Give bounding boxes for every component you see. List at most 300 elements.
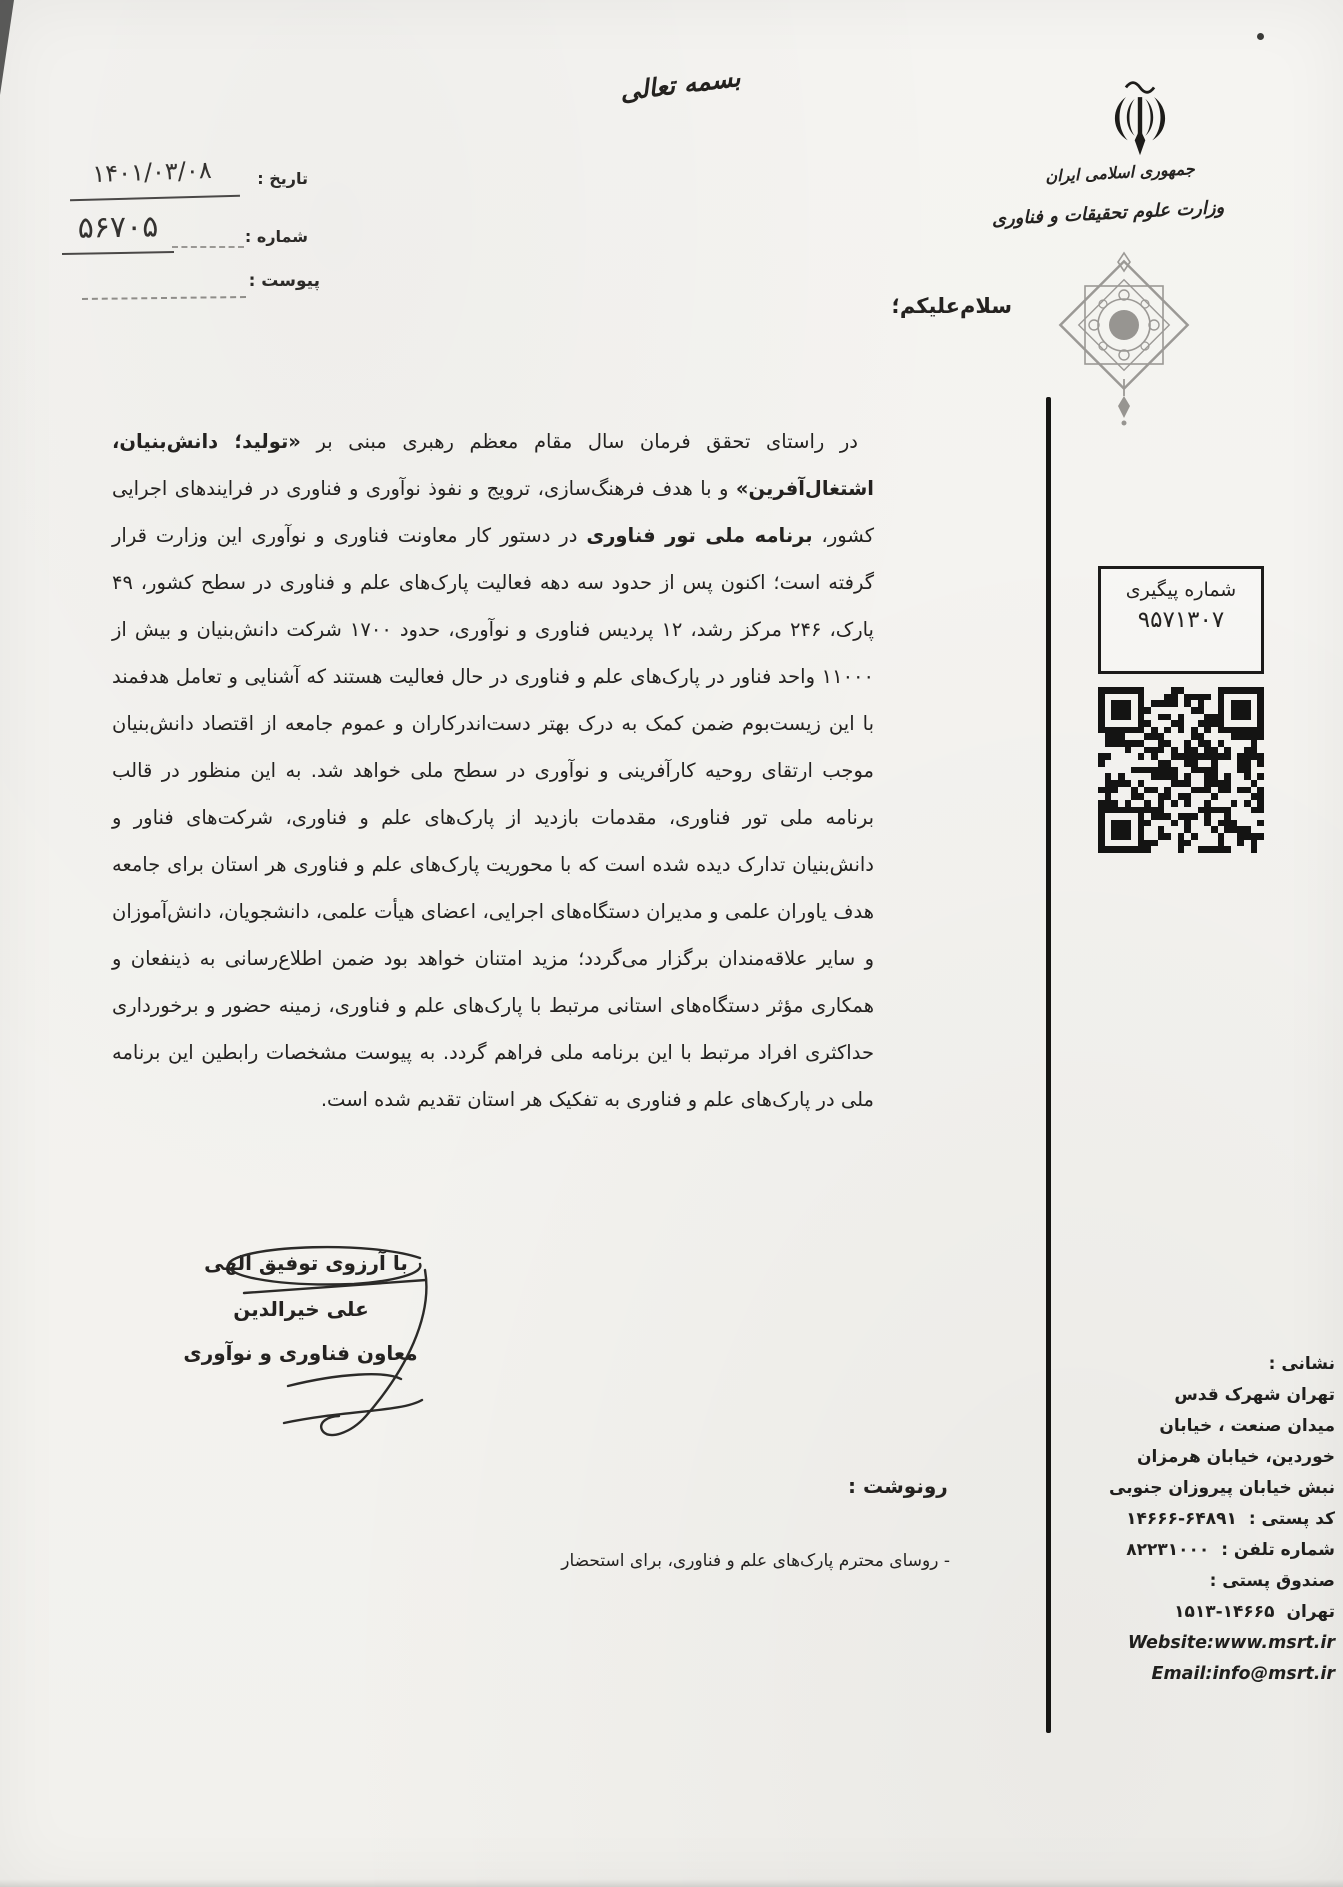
qr-module xyxy=(1218,787,1225,794)
qr-module xyxy=(1131,720,1138,727)
qr-module xyxy=(1164,840,1171,847)
qr-module xyxy=(1158,793,1165,800)
qr-module xyxy=(1105,740,1112,747)
qr-module xyxy=(1171,767,1178,774)
qr-module xyxy=(1151,760,1158,767)
qr-module xyxy=(1138,707,1145,714)
qr-module xyxy=(1251,767,1258,774)
qr-module xyxy=(1171,820,1178,827)
address-line: نبش خیابان پیروزان جنوبی xyxy=(1109,1478,1335,1498)
qr-module xyxy=(1198,793,1205,800)
qr-module xyxy=(1118,846,1125,853)
qr-module xyxy=(1144,753,1151,760)
qr-module xyxy=(1178,813,1185,820)
qr-module xyxy=(1204,800,1211,807)
qr-module xyxy=(1231,833,1238,840)
qr-module xyxy=(1237,700,1244,707)
qr-module xyxy=(1144,700,1151,707)
qr-module xyxy=(1244,700,1251,707)
qr-module xyxy=(1231,707,1238,714)
body-segment: در دستور کار معاونت فناوری و نوآوری این وزارت قرار گرفته است؛ اکنون پس از حدود سه دهه فعالیت پارک‌های علم و فناوری در سطح کشور، ۴۹ پارک، ۲۴۶ مرکز رشد، ۱۲ پردیس فناوری و نوآوری، حدود ۱۷۰۰ شرکت دانش‌بنیان و بیش از ۱۱۰۰۰ واحد فناور در پارک‌های علم و فناوری در حال فعالیت هستند که آشنایی و تعامل هدفمند با این زیست‌بوم ضمن کمک به درک بهتر دست‌اندرکاران و عموم جامعه از اقتصاد دانش‌بنیان موجب ارتقای روحیه کارآفرینی و نوآوری در سطح ملی خواهد شد. به این منظور در قالب برنامه ملی تور فناوری، مقدمات بازدید از پارک‌های علم و فناوری، شرکت‌های فناور و دانش‌بنیان تدارک دیده شده است که با محوریت پارک‌های علم و فناوری هر استان برای جامعه هدف یاوران علمی و مدیران دستگاه‌های اجرایی، اعضای هیأت علمی، دانشجویان، دانش‌آموزان و سایر علاقه‌مندان برگزار می‌گردد؛ مزید امتنان خواهد بود ضمن اطلاع‌رسانی به ذینفعان و همکاری مؤثر دستگاه‌های استانی مرتبط با پارک‌های علم و فناوری، زمینه حضور و برخورداری حداکثری افراد مرتبط با این برنامه ملی فراهم گردد. به پیوست مشخصات رابطین این برنامه ملی در پارک‌های علم و فناوری به تفکیک هر استان تقدیم شده است. xyxy=(112,524,874,1111)
qr-module xyxy=(1198,780,1205,787)
qr-module xyxy=(1105,714,1112,721)
body-bold-segment: «تولید؛ دانش‌بنیان، اشتغال‌آفرین» xyxy=(112,430,874,500)
qr-module xyxy=(1211,820,1218,827)
qr-module xyxy=(1125,707,1132,714)
qr-module xyxy=(1158,714,1165,721)
qr-module xyxy=(1257,833,1264,840)
qr-module xyxy=(1198,760,1205,767)
qr-module xyxy=(1105,813,1112,820)
qr-module xyxy=(1144,740,1151,747)
qr-module xyxy=(1224,733,1231,740)
body-segment: و با هدف فرهنگ‌سازی، ترویج و نفوذ نوآوری و فناوری در فرایندهای اجرایی کشور، xyxy=(112,477,874,547)
qr-module xyxy=(1224,773,1231,780)
qr-module xyxy=(1211,840,1218,847)
qr-module xyxy=(1105,733,1112,740)
qr-module xyxy=(1184,840,1191,847)
cc-label: رونوشت : xyxy=(848,1474,948,1498)
qr-module xyxy=(1105,767,1112,774)
qr-module xyxy=(1098,700,1105,707)
qr-module xyxy=(1231,780,1238,787)
qr-module xyxy=(1191,813,1198,820)
qr-module xyxy=(1151,846,1158,853)
qr-module xyxy=(1111,747,1118,754)
address-line: Website:www.msrt.ir xyxy=(1127,1633,1335,1653)
qr-module xyxy=(1204,846,1211,853)
qr-module xyxy=(1158,733,1165,740)
qr-module xyxy=(1151,753,1158,760)
arabesque-ornament-icon xyxy=(1052,248,1197,428)
qr-module xyxy=(1164,687,1171,694)
qr-module xyxy=(1098,747,1105,754)
qr-module xyxy=(1125,793,1132,800)
qr-module xyxy=(1118,813,1125,820)
qr-module xyxy=(1184,767,1191,774)
qr-module xyxy=(1144,780,1151,787)
qr-module xyxy=(1231,727,1238,734)
qr-module xyxy=(1244,813,1251,820)
qr-module xyxy=(1178,767,1185,774)
qr-module xyxy=(1131,807,1138,814)
qr-module xyxy=(1158,753,1165,760)
qr-module xyxy=(1138,714,1145,721)
qr-module xyxy=(1105,833,1112,840)
qr-module xyxy=(1184,807,1191,814)
qr-module xyxy=(1204,793,1211,800)
qr-module xyxy=(1211,833,1218,840)
qr-module xyxy=(1211,733,1218,740)
signature-name: علی خیرالدین xyxy=(233,1297,369,1321)
qr-module xyxy=(1158,826,1165,833)
qr-module xyxy=(1231,720,1238,727)
qr-module xyxy=(1198,807,1205,814)
qr-module xyxy=(1237,807,1244,814)
qr-module xyxy=(1191,820,1198,827)
qr-module xyxy=(1204,694,1211,701)
qr-module xyxy=(1178,787,1185,794)
qr-module xyxy=(1191,780,1198,787)
qr-module xyxy=(1164,780,1171,787)
address-line: نشانی : xyxy=(1268,1354,1335,1374)
qr-module xyxy=(1151,793,1158,800)
qr-module xyxy=(1244,707,1251,714)
qr-module xyxy=(1231,767,1238,774)
qr-module xyxy=(1191,727,1198,734)
iran-emblem-icon xyxy=(1094,76,1186,164)
qr-module xyxy=(1138,833,1145,840)
qr-module xyxy=(1257,760,1264,767)
qr-module xyxy=(1231,694,1238,701)
qr-module xyxy=(1231,787,1238,794)
qr-module xyxy=(1098,773,1105,780)
qr-module xyxy=(1231,800,1238,807)
qr-module xyxy=(1125,687,1132,694)
qr-module xyxy=(1184,820,1191,827)
qr-module xyxy=(1184,720,1191,727)
qr-module xyxy=(1118,753,1125,760)
qr-module xyxy=(1257,747,1264,754)
qr-module xyxy=(1138,800,1145,807)
date-label: تاریخ : xyxy=(257,169,308,188)
qr-module xyxy=(1204,807,1211,814)
qr-module xyxy=(1244,740,1251,747)
qr-module xyxy=(1191,787,1198,794)
qr-module xyxy=(1251,740,1258,747)
qr-module xyxy=(1105,787,1112,794)
qr-module xyxy=(1178,793,1185,800)
qr-module xyxy=(1131,773,1138,780)
qr-module xyxy=(1218,760,1225,767)
qr-module xyxy=(1151,807,1158,814)
qr-module xyxy=(1158,720,1165,727)
qr-module xyxy=(1171,720,1178,727)
qr-module xyxy=(1098,760,1105,767)
qr-module xyxy=(1164,760,1171,767)
qr-module xyxy=(1244,787,1251,794)
qr-module xyxy=(1184,846,1191,853)
qr-module xyxy=(1191,740,1198,747)
qr-module xyxy=(1158,846,1165,853)
qr-module xyxy=(1111,800,1118,807)
qr-module xyxy=(1118,727,1125,734)
qr-module xyxy=(1211,720,1218,727)
qr-module xyxy=(1231,753,1238,760)
body-bold-segment: برنامه ملی تور فناوری xyxy=(586,524,813,547)
qr-module xyxy=(1231,733,1238,740)
qr-module xyxy=(1105,753,1112,760)
qr-module xyxy=(1144,760,1151,767)
qr-module xyxy=(1105,807,1112,814)
tracking-box xyxy=(1098,566,1264,674)
qr-module xyxy=(1184,780,1191,787)
qr-module xyxy=(1178,727,1185,734)
qr-module xyxy=(1178,747,1185,754)
qr-module xyxy=(1251,714,1258,721)
qr-module xyxy=(1138,813,1145,820)
qr-module xyxy=(1171,747,1178,754)
qr-module xyxy=(1237,793,1244,800)
qr-module xyxy=(1184,773,1191,780)
qr-module xyxy=(1118,820,1125,827)
qr-module xyxy=(1184,733,1191,740)
qr-module xyxy=(1164,820,1171,827)
qr-module xyxy=(1191,767,1198,774)
qr-module xyxy=(1211,707,1218,714)
qr-module xyxy=(1224,753,1231,760)
address-value: ۱۵۱۳-۱۴۶۶۵ xyxy=(1174,1602,1275,1622)
qr-module xyxy=(1251,720,1258,727)
qr-module xyxy=(1131,846,1138,853)
qr-module xyxy=(1131,793,1138,800)
qr-module xyxy=(1118,714,1125,721)
qr-module xyxy=(1231,846,1238,853)
qr-module xyxy=(1118,694,1125,701)
qr-module xyxy=(1164,787,1171,794)
qr-module xyxy=(1257,733,1264,740)
qr-module xyxy=(1131,753,1138,760)
qr-module xyxy=(1198,694,1205,701)
qr-module xyxy=(1098,720,1105,727)
qr-module xyxy=(1191,846,1198,853)
qr-module xyxy=(1237,840,1244,847)
qr-module xyxy=(1111,773,1118,780)
qr-module xyxy=(1198,753,1205,760)
qr-module xyxy=(1251,800,1258,807)
qr-module xyxy=(1224,767,1231,774)
qr-module xyxy=(1171,846,1178,853)
qr-module xyxy=(1237,767,1244,774)
qr-module xyxy=(1111,753,1118,760)
qr-module xyxy=(1138,733,1145,740)
qr-module xyxy=(1111,846,1118,853)
qr-module xyxy=(1164,813,1171,820)
qr-module xyxy=(1244,807,1251,814)
qr-module xyxy=(1237,846,1244,853)
qr-module xyxy=(1257,820,1264,827)
qr-module xyxy=(1151,826,1158,833)
qr-module xyxy=(1184,700,1191,707)
qr-module xyxy=(1211,727,1218,734)
qr-module xyxy=(1257,753,1264,760)
number-underline xyxy=(62,251,174,255)
qr-module xyxy=(1257,687,1264,694)
qr-module xyxy=(1191,733,1198,740)
qr-module xyxy=(1171,694,1178,701)
qr-module xyxy=(1204,720,1211,727)
qr-module xyxy=(1231,807,1238,814)
qr-module xyxy=(1204,747,1211,754)
qr-module xyxy=(1198,727,1205,734)
qr-module xyxy=(1191,793,1198,800)
qr-module xyxy=(1204,767,1211,774)
qr-module xyxy=(1118,840,1125,847)
qr-module xyxy=(1164,807,1171,814)
qr-module xyxy=(1211,714,1218,721)
qr-module xyxy=(1184,714,1191,721)
qr-module xyxy=(1138,787,1145,794)
qr-module xyxy=(1218,773,1225,780)
qr-module xyxy=(1251,694,1258,701)
qr-module xyxy=(1198,820,1205,827)
qr-module xyxy=(1158,700,1165,707)
qr-module xyxy=(1111,780,1118,787)
qr-module xyxy=(1138,747,1145,754)
qr-module xyxy=(1237,833,1244,840)
qr-module xyxy=(1231,687,1238,694)
scan-dot-artifact xyxy=(1257,33,1264,40)
tracking-label: شماره پیگیری xyxy=(1125,579,1237,601)
ministry-name: وزارت علوم تحقیقات و فناوری xyxy=(991,196,1225,231)
qr-module xyxy=(1224,826,1231,833)
qr-module xyxy=(1131,714,1138,721)
qr-module xyxy=(1198,833,1205,840)
address-line: خوردین، خیابان هرمزان xyxy=(1136,1447,1335,1467)
qr-module xyxy=(1164,800,1171,807)
qr-module xyxy=(1257,800,1264,807)
qr-module xyxy=(1171,826,1178,833)
qr-module xyxy=(1191,700,1198,707)
qr-module xyxy=(1171,733,1178,740)
qr-module xyxy=(1144,846,1151,853)
qr-module xyxy=(1211,813,1218,820)
qr-module xyxy=(1244,760,1251,767)
qr-module xyxy=(1178,780,1185,787)
qr-module xyxy=(1138,820,1145,827)
qr-module xyxy=(1198,707,1205,714)
qr-module xyxy=(1218,753,1225,760)
qr-module xyxy=(1151,787,1158,794)
qr-module xyxy=(1158,780,1165,787)
qr-module xyxy=(1184,740,1191,747)
qr-module xyxy=(1178,707,1185,714)
qr-module xyxy=(1251,787,1258,794)
qr-module xyxy=(1131,760,1138,767)
qr-module xyxy=(1218,714,1225,721)
qr-module xyxy=(1138,727,1145,734)
qr-module xyxy=(1125,720,1132,727)
qr-module xyxy=(1251,793,1258,800)
qr-module xyxy=(1111,760,1118,767)
qr-module xyxy=(1131,733,1138,740)
qr-module xyxy=(1211,760,1218,767)
qr-module xyxy=(1251,813,1258,820)
qr-module xyxy=(1164,846,1171,853)
qr-module xyxy=(1125,714,1132,721)
qr-module xyxy=(1098,727,1105,734)
qr-module xyxy=(1204,787,1211,794)
qr-module xyxy=(1144,733,1151,740)
qr-module xyxy=(1257,826,1264,833)
qr-module xyxy=(1251,747,1258,754)
qr-module xyxy=(1224,820,1231,827)
qr-module xyxy=(1158,773,1165,780)
qr-module xyxy=(1131,833,1138,840)
qr-module xyxy=(1098,714,1105,721)
qr-module xyxy=(1171,833,1178,840)
qr-module xyxy=(1098,733,1105,740)
qr-module xyxy=(1151,813,1158,820)
qr-module xyxy=(1198,740,1205,747)
qr-module xyxy=(1144,707,1151,714)
qr-module xyxy=(1131,767,1138,774)
qr-module xyxy=(1211,740,1218,747)
qr-module xyxy=(1131,727,1138,734)
qr-module xyxy=(1151,740,1158,747)
qr-module xyxy=(1158,787,1165,794)
qr-module xyxy=(1151,700,1158,707)
qr-module xyxy=(1184,760,1191,767)
qr-module xyxy=(1204,714,1211,721)
qr-module xyxy=(1218,780,1225,787)
qr-module xyxy=(1231,740,1238,747)
qr-module xyxy=(1144,714,1151,721)
qr-module xyxy=(1257,793,1264,800)
qr-module xyxy=(1191,747,1198,754)
qr-module xyxy=(1171,714,1178,721)
address-value: ۸۲۲۳۱۰۰۰ xyxy=(1126,1540,1210,1560)
qr-module xyxy=(1218,694,1225,701)
qr-module xyxy=(1218,793,1225,800)
qr-module xyxy=(1144,820,1151,827)
qr-module xyxy=(1125,813,1132,820)
qr-module xyxy=(1178,760,1185,767)
qr-module xyxy=(1231,773,1238,780)
qr-module xyxy=(1244,720,1251,727)
qr-module xyxy=(1138,740,1145,747)
qr-module xyxy=(1237,760,1244,767)
signature-title: معاون فناوری و نوآوری xyxy=(183,1341,418,1365)
qr-module xyxy=(1118,833,1125,840)
qr-module xyxy=(1211,780,1218,787)
qr-module xyxy=(1211,800,1218,807)
qr-module xyxy=(1244,780,1251,787)
qr-module xyxy=(1098,707,1105,714)
qr-module xyxy=(1138,807,1145,814)
qr-module xyxy=(1178,740,1185,747)
qr-module xyxy=(1178,807,1185,814)
qr-module xyxy=(1098,780,1105,787)
qr-module xyxy=(1184,694,1191,701)
qr-module xyxy=(1105,826,1112,833)
address-value: ۱۴۶۶۶-۶۴۸۹۱ xyxy=(1126,1509,1237,1529)
qr-module xyxy=(1158,707,1165,714)
qr-module xyxy=(1138,846,1145,853)
qr-module xyxy=(1178,800,1185,807)
address-line: میدان صنعت ، خیابان xyxy=(1159,1416,1335,1436)
qr-module xyxy=(1098,833,1105,840)
qr-module xyxy=(1211,773,1218,780)
qr-module xyxy=(1191,714,1198,721)
qr-module xyxy=(1131,780,1138,787)
qr-module xyxy=(1244,773,1251,780)
qr-module xyxy=(1198,767,1205,774)
qr-module xyxy=(1164,747,1171,754)
qr-module xyxy=(1098,767,1105,774)
qr-module xyxy=(1151,800,1158,807)
qr-module xyxy=(1237,780,1244,787)
qr-module xyxy=(1151,687,1158,694)
qr-module xyxy=(1098,807,1105,814)
qr-module xyxy=(1251,700,1258,707)
qr-module xyxy=(1244,800,1251,807)
qr-module xyxy=(1178,840,1185,847)
qr-module xyxy=(1158,727,1165,734)
qr-module xyxy=(1257,720,1264,727)
qr-module xyxy=(1138,780,1145,787)
qr-module xyxy=(1257,787,1264,794)
